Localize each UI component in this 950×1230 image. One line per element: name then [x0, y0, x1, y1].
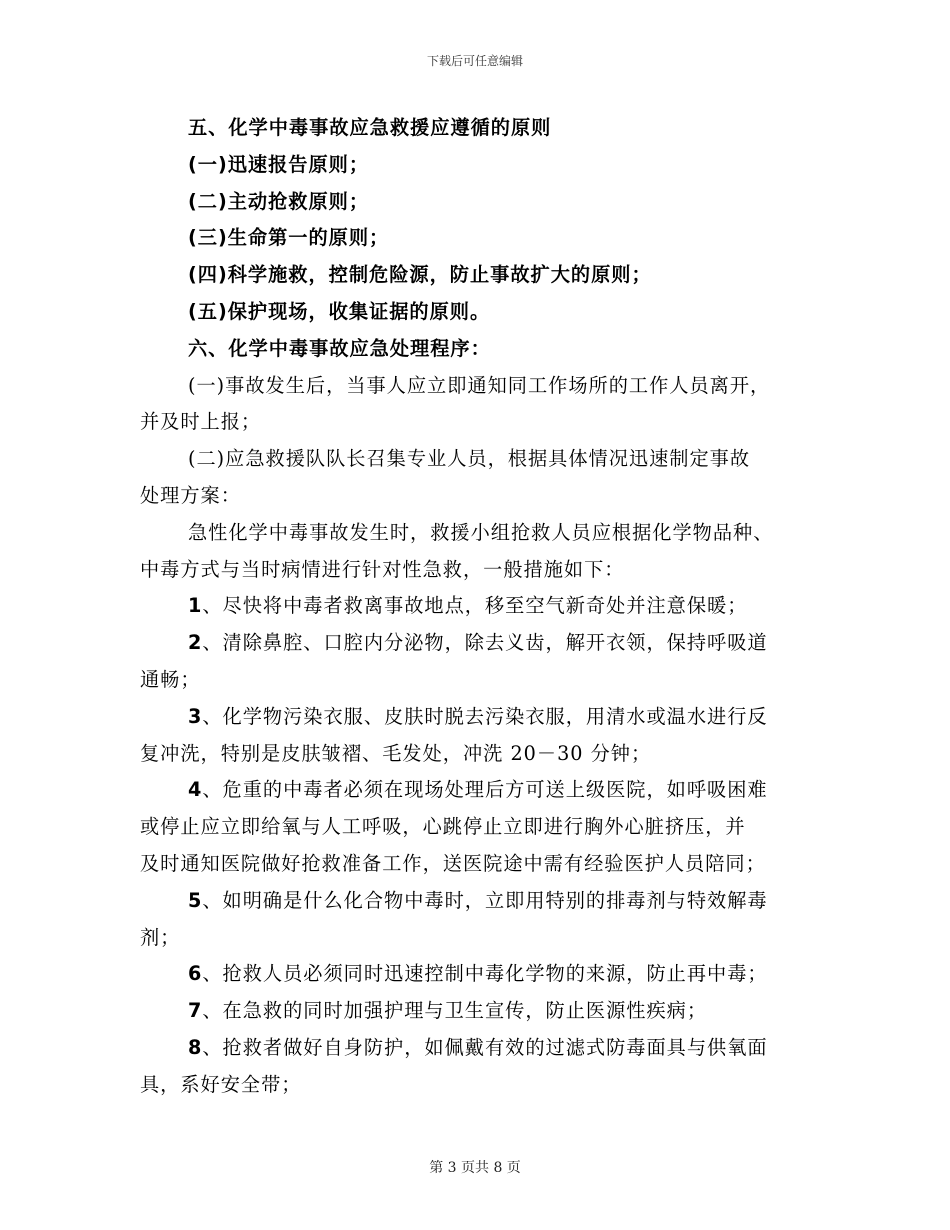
- measure-text: 、清除鼻腔、口腔内分泌物，除去义齿，解开衣领，保持呼吸道: [202, 631, 768, 655]
- section-5-title: 五、化学中毒事故应急救援应遵循的原则: [188, 116, 552, 139]
- measure-item: [140, 699, 810, 736]
- principle-item: (二)主动抢救原则；: [188, 189, 370, 213]
- measure-number: 7: [188, 999, 203, 1023]
- paragraph-line: 及时通知医院做好抢救准备工作，送医院途中需有经验医护人员陪同；: [140, 851, 766, 875]
- page-footer: 第 3 页共 8 页: [429, 1160, 521, 1176]
- measure-number: 4: [188, 778, 203, 802]
- paragraph-line: (二)应急救援队队长召集专业人员，根据具体情况迅速制定事故: [188, 447, 751, 471]
- measure-text: 、尽快将中毒者救离事故地点，移至空气新奇处并注意保暖；: [202, 594, 748, 618]
- paragraph-line: 急性化学中毒事故发生时，救援小组抢救人员应根据化学物品种、: [188, 520, 774, 544]
- paragraph-line: (一)事故发生后，当事人应立即通知同工作场所的工作人员离开，: [188, 373, 771, 397]
- measure-item: [140, 588, 810, 625]
- paragraph-line: 或停止应立即给氧与人工呼吸，心跳停止立即进行胸外心脏挤压，并: [140, 815, 746, 839]
- paragraph-line: 处理方案：: [140, 483, 241, 507]
- measure-number: 2: [188, 631, 203, 655]
- paragraph-line: 复冲洗，特别是皮肤皱褶、毛发处，冲洗 20－30 分钟；: [140, 741, 652, 765]
- paragraph-line: 通畅；: [140, 667, 201, 691]
- measure-text: 、抢救者做好自身防护，如佩戴有效的过滤式防毒面具与供氧面: [202, 1035, 768, 1059]
- measure-number: 6: [188, 962, 203, 986]
- measure-text: 、危重的中毒者必须在现场处理后方可送上级医院，如呼吸困难: [202, 778, 768, 802]
- paragraph-line: 具，系好安全带；: [140, 1072, 302, 1096]
- measure-item: [140, 625, 810, 662]
- measure-number: 8: [188, 1035, 203, 1059]
- page-header: 下载后可任意编辑: [426, 54, 523, 68]
- measure-text: 、如明确是什么化合物中毒时，立即用特别的排毒剂与特效解毒: [202, 888, 768, 912]
- principle-item: (三)生命第一的原则；: [188, 226, 390, 250]
- measure-item: [140, 1030, 810, 1067]
- measure-number: 3: [188, 704, 203, 728]
- principle-item: (一)迅速报告原则；: [188, 152, 370, 176]
- principle-item: (五)保护现场，收集证据的原则。: [188, 299, 491, 323]
- measure-item: [140, 956, 810, 993]
- measure-number: 1: [188, 594, 203, 618]
- paragraph-line: 中毒方式与当时病情进行针对性急救，一般措施如下：: [140, 557, 625, 581]
- measure-item: [140, 993, 810, 1030]
- paragraph-line: 并及时上报；: [140, 410, 262, 434]
- paragraph-line: 剂；: [140, 925, 181, 949]
- measure-number: 5: [188, 888, 203, 912]
- principle-item: (四)科学施救，控制危险源，防止事故扩大的原则；: [188, 263, 652, 287]
- measure-item: [140, 772, 810, 809]
- measure-text: 、在急救的同时加强护理与卫生宣传，防止医源性疾病；: [202, 999, 708, 1023]
- measure-text: 、化学物污染衣服、皮肤时脱去污染衣服，用清水或温水进行反: [202, 704, 768, 728]
- measure-item: [140, 883, 810, 920]
- document-body: [140, 110, 810, 1104]
- measure-text: 、抢救人员必须同时迅速控制中毒化学物的来源，防止再中毒；: [202, 962, 768, 986]
- section-6-title: 六、化学中毒事故应急处理程序：: [188, 336, 491, 360]
